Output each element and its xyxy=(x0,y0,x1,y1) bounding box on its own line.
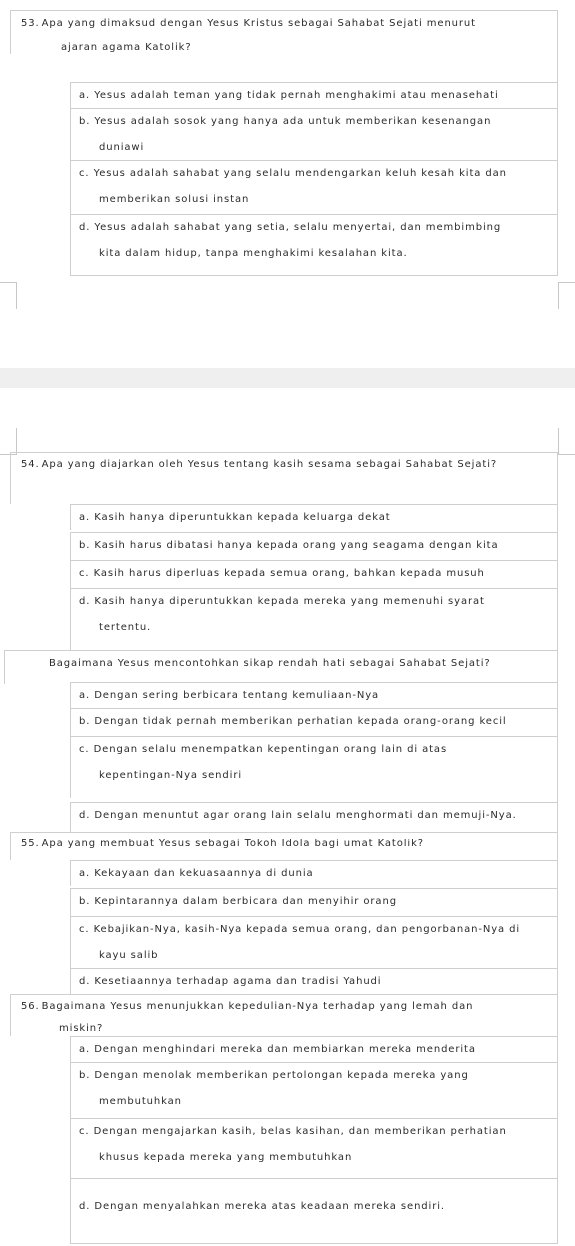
option-letter: c. xyxy=(79,568,90,579)
question-text: miskin? xyxy=(59,1023,104,1034)
option-text: Yesus adalah sosok yang hanya ada untuk memberikan kesenangan xyxy=(94,116,492,127)
question-text: Bagaimana Yesus mencontohkan sikap rendah hati sebagai Sahabat Sejati? xyxy=(49,658,491,669)
question-text: Bagaimana Yesus menunjukkan kepedulian-Nya terhadap yang lemah dan xyxy=(41,1001,474,1012)
option-56-c xyxy=(70,1118,558,1178)
option-letter: b. xyxy=(79,116,91,127)
option-text: Kasih harus diperluas kepada semua orang, bahkan kepada musuh xyxy=(93,568,485,579)
option-text: tertentu. xyxy=(99,622,152,633)
option-text: Yesus adalah sahabat yang setia, selalu menyertai, dan membimbing xyxy=(94,222,502,233)
option-letter: d. xyxy=(79,222,91,233)
option-text: Kasih hanya diperuntukkan kepada mereka yang memenuhi syarat xyxy=(94,596,485,607)
page-corner-mark xyxy=(558,282,575,309)
option-53-c xyxy=(70,160,558,214)
option-text: khusus kepada mereka yang membutuhkan xyxy=(99,1152,353,1163)
option-letter: c. xyxy=(79,168,90,179)
page-separator xyxy=(0,368,575,388)
option-letter: d. xyxy=(79,810,91,821)
option-x-b xyxy=(70,708,558,736)
option-55-d xyxy=(70,968,558,994)
option-54-d xyxy=(70,588,558,650)
question-53 xyxy=(10,10,558,54)
option-54-c xyxy=(70,560,558,588)
option-56-d xyxy=(70,1178,558,1244)
option-letter: a. xyxy=(79,1044,91,1055)
option-54-a xyxy=(70,504,558,530)
page-corner-mark xyxy=(558,428,575,455)
option-letter: d. xyxy=(79,596,91,607)
question-54 xyxy=(10,452,558,504)
option-letter: b. xyxy=(79,896,91,907)
option-letter: b. xyxy=(79,540,91,551)
option-53-d xyxy=(70,214,558,276)
option-text: Dengan selalu menempatkan kepentingan orang lain di atas xyxy=(93,744,448,755)
option-text: kepentingan-Nya sendiri xyxy=(99,770,243,781)
option-text: Dengan sering berbicara tentang kemuliaan-Nya xyxy=(94,690,380,701)
option-53-b xyxy=(70,108,558,160)
option-56-b xyxy=(70,1062,558,1118)
option-x-a xyxy=(70,682,558,708)
option-text: Kesetiaannya terhadap agama dan tradisi Yahudi xyxy=(94,976,382,987)
option-letter: b. xyxy=(79,716,91,727)
option-text: Kebajikan-Nya, kasih-Nya kepada semua orang, dan pengorbanan-Nya di xyxy=(93,924,521,935)
question-text: ajaran agama Katolik? xyxy=(61,42,192,53)
option-x-d xyxy=(70,802,558,832)
page-corner-mark xyxy=(0,428,17,455)
question-unnumbered xyxy=(4,650,558,684)
table-border xyxy=(557,10,558,276)
question-number: 56. xyxy=(21,1001,40,1012)
question-55 xyxy=(10,832,558,860)
option-text: Dengan menolak memberikan pertolongan kepada mereka yang xyxy=(94,1070,469,1081)
option-text: Yesus adalah teman yang tidak pernah menghakimi atau menasehati xyxy=(94,90,499,101)
page-corner-mark xyxy=(0,282,17,309)
option-55-c xyxy=(70,916,558,968)
table-border xyxy=(557,452,558,1244)
option-55-a xyxy=(70,860,558,886)
option-text: Kepintarannya dalam berbicara dan menyihir orang xyxy=(94,896,397,907)
option-text: kayu salib xyxy=(99,950,159,961)
option-text: Kasih hanya diperuntukkan kepada keluarga dekat xyxy=(94,512,391,523)
option-text: Kekayaan dan kekuasaannya di dunia xyxy=(94,868,314,879)
option-letter: c. xyxy=(79,924,90,935)
option-text: memberikan solusi instan xyxy=(99,194,250,205)
option-text: Dengan menghindari mereka dan membiarkan mereka menderita xyxy=(94,1044,476,1055)
option-text: Dengan menuntut agar orang lain selalu menghormati dan memuji-Nya. xyxy=(94,810,517,821)
question-number: 53. xyxy=(21,18,40,29)
option-letter: a. xyxy=(79,512,91,523)
option-letter: c. xyxy=(79,1126,90,1137)
option-56-a xyxy=(70,1036,558,1062)
question-text: Apa yang membuat Yesus sebagai Tokoh Idola bagi umat Katolik? xyxy=(41,839,424,849)
option-text: duniawi xyxy=(99,142,145,153)
question-number: 55. xyxy=(21,839,40,849)
option-55-b xyxy=(70,888,558,916)
question-text: Apa yang dimaksud dengan Yesus Kristus sebagai Sahabat Sejati menurut xyxy=(41,18,476,29)
question-number: 54. xyxy=(21,459,40,470)
option-text: Yesus adalah sahabat yang selalu mendengarkan keluh kesah kita dan xyxy=(93,168,507,179)
option-letter: d. xyxy=(79,1201,91,1212)
question-56 xyxy=(10,994,558,1036)
option-text: kita dalam hidup, tanpa menghakimi kesalahan kita. xyxy=(99,248,408,259)
option-letter: a. xyxy=(79,90,91,101)
option-54-b xyxy=(70,532,558,560)
option-text: membutuhkan xyxy=(99,1096,182,1107)
option-letter: c. xyxy=(79,744,90,755)
option-letter: a. xyxy=(79,690,91,701)
option-letter: b. xyxy=(79,1070,91,1081)
option-text: Kasih harus dibatasi hanya kepada orang yang seagama dengan kita xyxy=(94,540,499,551)
option-letter: d. xyxy=(79,976,91,987)
option-text: Dengan menyalahkan mereka atas keadaan mereka sendiri. xyxy=(94,1201,445,1212)
question-text: Apa yang diajarkan oleh Yesus tentang kasih sesama sebagai Sahabat Sejati? xyxy=(41,459,498,470)
option-text: Dengan tidak pernah memberikan perhatian kepada orang-orang kecil xyxy=(94,716,507,727)
option-letter: a. xyxy=(79,868,91,879)
option-text: Dengan mengajarkan kasih, belas kasihan, dan memberikan perhatian xyxy=(93,1126,507,1137)
option-53-a xyxy=(70,82,558,108)
option-x-c xyxy=(70,736,558,798)
